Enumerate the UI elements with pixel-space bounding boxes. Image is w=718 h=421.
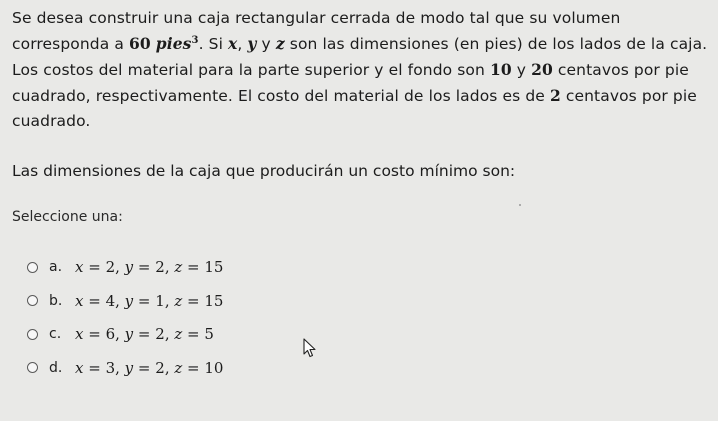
var-z: z xyxy=(275,34,285,53)
question-part: y xyxy=(256,35,276,53)
option-letter: b. xyxy=(49,292,63,309)
option-answer: x = 4, y = 1, z = 15 xyxy=(75,291,224,310)
option-answer: x = 2, y = 2, z = 15 xyxy=(75,258,224,276)
volume-unit: pies xyxy=(155,34,192,53)
option-b[interactable] xyxy=(27,290,223,312)
option-answer: x = 3, y = 2, z = 10 xyxy=(75,358,224,377)
question-part: y xyxy=(511,61,532,79)
question-part: , xyxy=(237,35,248,53)
mouse-pointer-icon xyxy=(303,338,317,358)
question-text xyxy=(12,6,712,134)
radio-circle-icon[interactable] xyxy=(27,329,38,340)
radio-circle-icon[interactable] xyxy=(27,295,38,306)
var-x: x xyxy=(228,34,238,53)
option-letter: d. xyxy=(49,359,63,376)
option-c[interactable] xyxy=(27,323,223,345)
question-part: Se desea construir una caja rectangular cerrada de modo tal que su volumen corresponda a xyxy=(12,9,621,53)
radio-circle-icon[interactable] xyxy=(27,262,38,273)
option-letter: a. xyxy=(49,259,63,275)
question-part: . Si xyxy=(198,35,229,53)
option-letter: c. xyxy=(49,326,62,342)
question-prompt: Las dimensiones de la caja que producirán un costo mínimo son: xyxy=(12,162,516,180)
option-answer: x = 6, y = 2, z = 5 xyxy=(75,325,214,343)
var-y: y xyxy=(247,34,257,53)
volume-number: 60 xyxy=(128,34,151,53)
radio-circle-icon[interactable] xyxy=(27,362,38,373)
question-part: son las dimensiones (en pies) de los lados de la caja. Los costos del material para la parte superior y el fondo son xyxy=(12,35,708,79)
cost-top: 10 xyxy=(489,60,512,79)
cost-bottom: 20 xyxy=(531,60,553,79)
option-a[interactable] xyxy=(27,256,223,278)
question-part: centavos por pie cuadrado. xyxy=(12,87,697,130)
volume-exponent: 3 xyxy=(191,34,199,46)
cost-sides: 2 xyxy=(549,86,561,105)
option-d[interactable] xyxy=(27,357,223,379)
answer-options xyxy=(27,256,223,390)
question-part: centavos por pie cuadrado, respectivamente. El costo del material de los lados es de xyxy=(12,61,689,105)
stray-dot xyxy=(519,204,521,206)
select-one-label: Seleccione una: xyxy=(12,209,123,225)
